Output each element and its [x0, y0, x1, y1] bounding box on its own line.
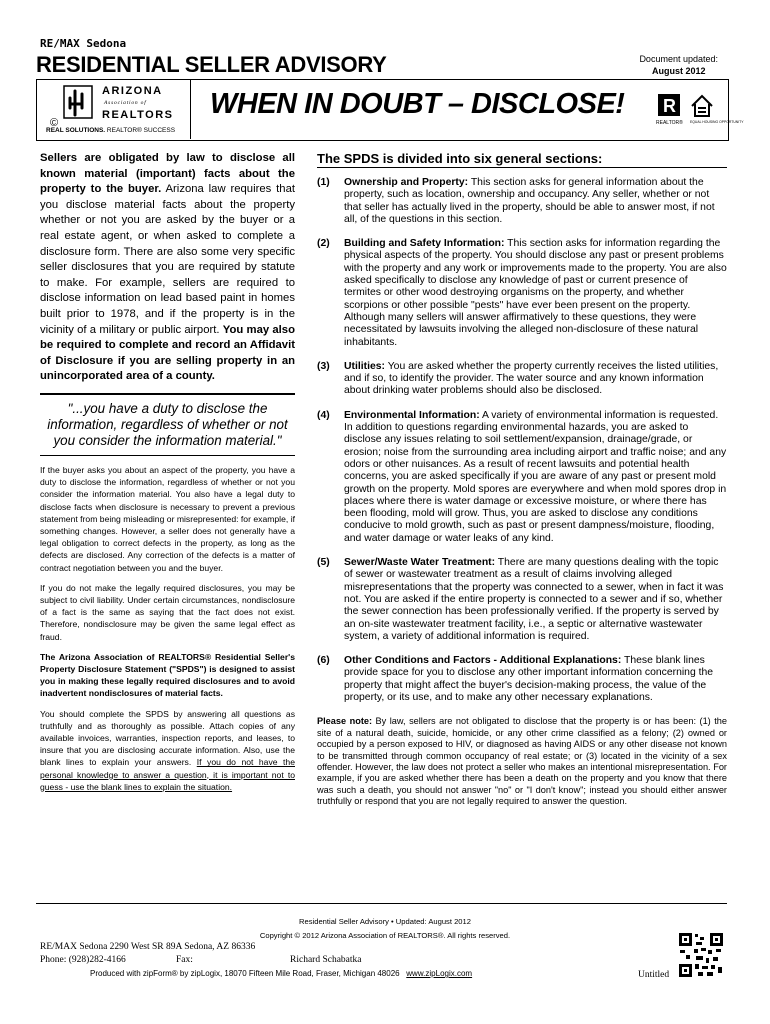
ziplogix-link[interactable]: www.zipLogix.com	[406, 969, 473, 978]
section-text: This section asks for general information about the property, such as location, ownership and occupancy. Any seller, whether or not that seller has actually lived in the property, should be able to answer most, if not all, of the questions in this section.	[344, 177, 715, 225]
section-title: Ownership and Property:	[344, 177, 469, 188]
updated-label: Document updated:	[639, 54, 718, 64]
agent-name: Richard Schabatka	[290, 955, 362, 965]
section-number: (4)	[317, 409, 330, 421]
left-column	[40, 151, 295, 793]
please-note	[317, 716, 727, 807]
svg-text:R: R	[663, 96, 676, 116]
section-item	[317, 410, 727, 545]
intro-bold-2: You may also be required to complete and record an Affidavit of Disclosure if you are selling property in an unincorporated area of a county.	[40, 323, 295, 383]
logo-tag-2: REALTOR® SUCCESS	[106, 127, 176, 134]
section-text: These blank lines provide space for you to disclose any other important information concerning the property that might affect the buyer's decision-making process, the value of the property, or its use, and to make any other necessary explanations.	[344, 655, 714, 703]
section-text: A variety of environmental information is requested. In addition to questions regarding environmental hazards, you are asked to disclose any issues relating to soil settlement/expansion, drainage/grade, or erosion; noise from the surrounding area including airport and traffic noise; and any odors or other nuisances. As a result of recent lawsuits and potential health concerns, you are asked specifically if you are aware of any past or present mold growth on the property. Mold spores are everywhere and when mold spores drop in places where there is water damage or excessive moisture, or where there has been flooding, mold will grow. Thus, you are asked to disclose any conditions conducive to mold growth, such as past or present dampness/moisture, flooding, and water damage or water leaks of any kind.	[344, 409, 727, 544]
section-body	[344, 410, 727, 545]
intro-paragraph	[40, 151, 295, 385]
footer-copyright-line: Copyright © 2012 Arizona Association of REALTORS®. All rights reserved.	[259, 931, 511, 940]
liability-paragraph: If you do not make the legally required disclosures, you may be subject to civil liability. Under certain circumstances, nondisclosure of a fact is the same as saying that the fact does not exist. Therefore, nondisclosure may be given the same legal effect as fraud.	[40, 582, 295, 642]
section-text: There are many questions dealing with the topic of sewer or wastewater treatment as a result of claims involving alleged misrepresentations that the property was connected to a sewer, when in fact it was not. You are asked if the entire property is connected to a sewer and if so, whether the sewer connection has been professionally verified. If the property is served by an on-site wastewater treatment facility, i.e., a septic or alternative wastewater system, a variety of additional information is required.	[344, 557, 724, 642]
note-text: By law, sellers are not obligated to disclose that the property is or has been: (1) the site of a natural death, suicide, homicide, or any other crime classified as a felony; (2) owned or occupied by a person exposed to HIV, or diagnosed as having AIDS or any other disease not known to be transmitted through common occupancy of real estate; or (3) located in the vicinity of a sex offender. However, the law does not protect a seller who makes an intentional misrepresentation. For example, if you are asked whether there has been a death on the property and you know that there was such a death, you should not answer "no" or "I don't know"; instead you should either answer truthfully or respond that you are not legally required to answer the question.	[317, 716, 727, 807]
section-body	[344, 177, 727, 226]
section-number: (5)	[317, 557, 330, 569]
agent-phone: Phone: (928)282-4166	[40, 955, 126, 965]
intro-text: Arizona law requires that you disclose material facts about the property whether or not you are asked by the buyer or a real estate agent, or when asked to complete a disclosure form. There are also some very specific seller disclosures that you are required by statute to make. For example, sellers are required to disclose information on lead based paint in homes built prior to 1978, and if the property is in the vicinity of a military or public airport.	[40, 183, 295, 336]
footer-advisory-line: Residential Seller Advisory • Updated: August 2012	[299, 917, 471, 926]
produced-with-line	[90, 969, 472, 978]
section-title: Environmental Information:	[344, 409, 480, 421]
section-title: Utilities:	[344, 360, 385, 372]
pull-quote: "...you have a duty to disclose the information, regardless of whether or not you consider the information material."	[40, 393, 295, 456]
agent-fax-label: Fax:	[176, 955, 193, 965]
section-item	[317, 177, 727, 226]
realtor-mark-text: REALTOR®	[656, 120, 683, 126]
equal-housing-text: EQUAL HOUSING OPPORTUNITY	[690, 120, 744, 124]
section-number: (2)	[317, 238, 330, 250]
logo-tag-1: REAL SOLUTIONS.	[46, 127, 106, 134]
logo-text-mid: Association of	[104, 100, 147, 106]
section-title: Sewer/Waste Water Treatment:	[344, 557, 496, 569]
complete-spds-paragraph	[40, 708, 295, 793]
section-number: (1)	[317, 177, 330, 188]
equal-housing-icon	[690, 96, 744, 124]
right-column	[317, 151, 727, 808]
produced-text: Produced with zipForm® by zipLogix, 18070 Fifteen Mile Road, Fraser, Michigan 48026	[90, 969, 400, 978]
banner-headline: WHEN IN DOUBT – DISCLOSE!	[210, 88, 625, 120]
logo-text-top: ARIZONA	[102, 85, 163, 97]
spds-paragraph: The Arizona Association of REALTORS® Residential Seller's Property Disclosure Statement ("SPDS") is designed to assist you in making these legally required disclosures and to avoid inadvertent nondisclosures of material facts.	[40, 651, 295, 699]
complete-spds-underlined: If you do not have the personal knowledge to answer a question, it is important not to guess - use the blank lines to explain the situation.	[40, 757, 295, 792]
section-text: You are asked whether the property currently receives the listed utilities, and if so, to identify the provider. The water source and any known information about drinking water problems should also be disclosed.	[344, 360, 719, 397]
logo-tagline	[46, 127, 175, 134]
note-label: Please note:	[317, 716, 373, 727]
section-item	[317, 557, 727, 643]
document-updated	[639, 53, 718, 77]
section-body	[344, 655, 727, 704]
document-title: RESIDENTIAL SELLER ADVISORY	[36, 52, 387, 77]
section-item	[317, 238, 727, 349]
copyright-icon: ©	[50, 117, 59, 129]
section-item	[317, 655, 727, 704]
section-number: (6)	[317, 655, 330, 667]
form-name: Untitled	[638, 970, 670, 980]
arizona-cactus-icon	[44, 82, 186, 128]
logo-text-bottom: REALTORS	[102, 109, 174, 121]
section-title: Other Conditions and Factors - Additional Explanations:	[344, 655, 622, 667]
updated-date: August 2012	[651, 66, 706, 76]
section-number: (3)	[317, 360, 330, 372]
section-body	[344, 238, 727, 349]
section-body	[344, 557, 727, 643]
section-title: Building and Safety Information:	[344, 238, 505, 250]
complete-spds-text: You should complete the SPDS by answering all questions as truthfully and as thoroughly as possible. Attach copies of any available invoices, warranties, inspection reports, and leases, to insure that you are disclosing accurate information. Also, use the blank lines to explain your answers.	[40, 708, 295, 768]
realtor-r-icon	[656, 94, 683, 126]
duty-paragraph: If the buyer asks you about an aspect of the property, you have a duty to disclose the information, regardless of whether or not you consider the information material. You also have a legal duty to disclose facts when disclosure is necessary to prevent a previous statement from being misleading or misrepresented: for example, if something changes. However, a seller does not generally have a legal obligation to correct defects in the property, as long as the defects are disclosed. Any correction of the defects is a matter of contract negotiation between you and the buyer.	[40, 464, 295, 573]
section-body	[344, 361, 727, 398]
footer-divider	[36, 903, 727, 904]
realtor-marks	[656, 90, 744, 130]
sections-heading: The SPDS is divided into six general sections:	[317, 151, 727, 168]
agent-address: RE/MAX Sedona 2290 West SR 89A Sedona, AZ 86336	[40, 942, 256, 952]
section-text: This section asks for information regarding the physical aspects of the property. You should disclose any past or present problems with the property and any work or improvements made to the property. You are also asked specifically to disclose any knowledge of past or current presence of termites or other wood destroying organisms on the property, and whether scorpions or other possible "pests" have ever been present on the property. Although many sellers will answer affirmatively to these questions, they were necessitated by lawsuits involving the alleged non-disclosure of these natural inhabitants.	[344, 238, 727, 348]
arizona-realtors-logo	[44, 82, 186, 136]
intro-bold: Sellers are obligated by law to disclose all known material (important) facts about the property to the buyer.	[40, 152, 295, 196]
qr-code-icon	[678, 932, 724, 978]
section-item	[317, 361, 727, 398]
banner-divider	[190, 79, 191, 139]
brokerage-name: RE/MAX Sedona	[40, 37, 127, 50]
